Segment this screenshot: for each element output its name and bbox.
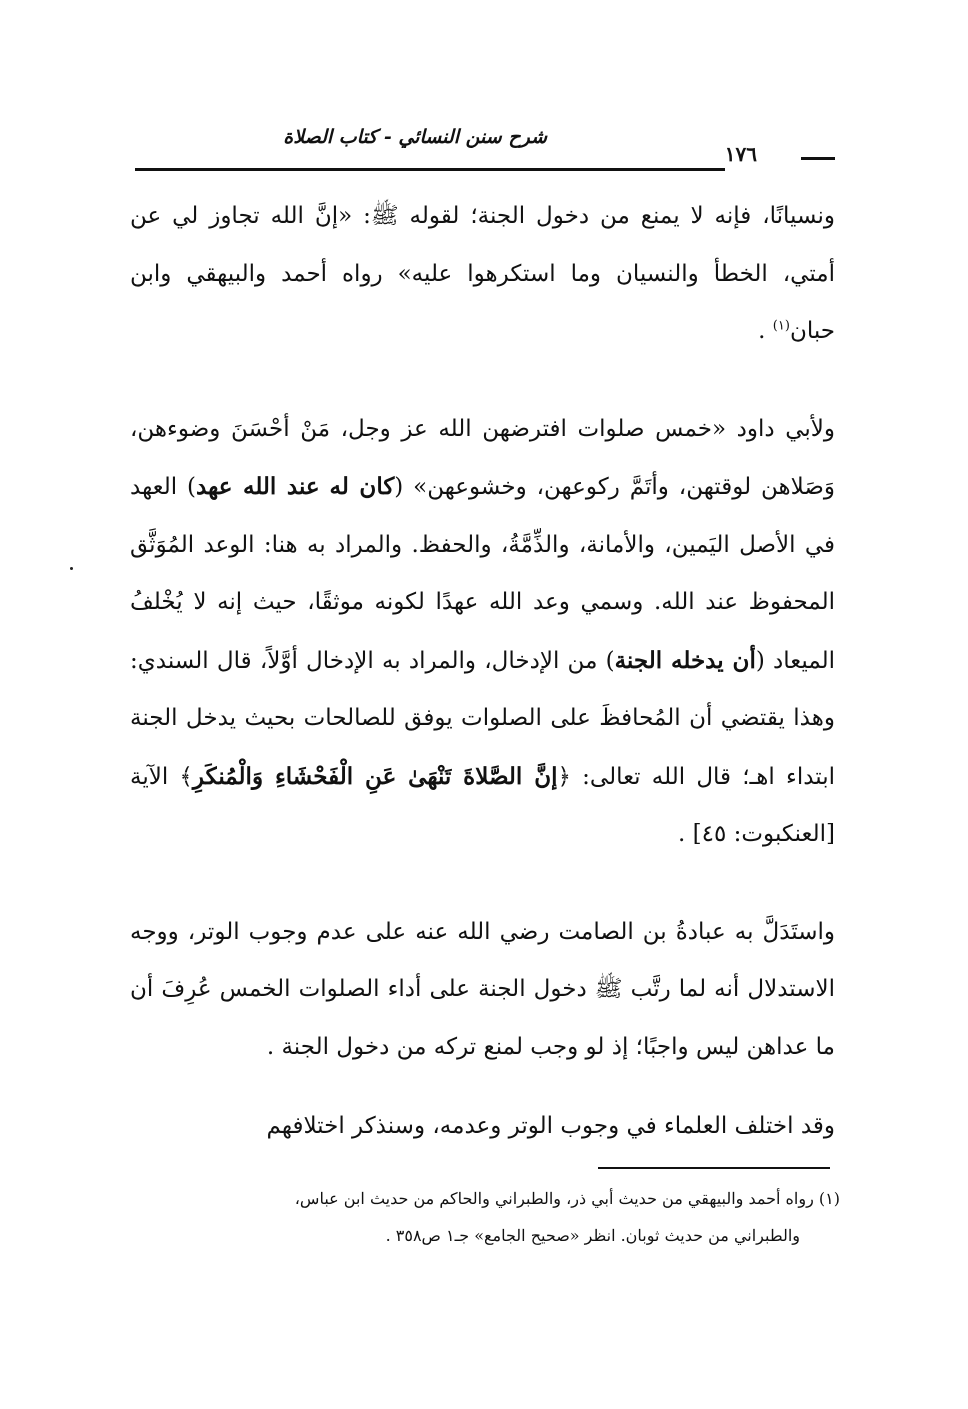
text-line: حبان — [789, 318, 835, 344]
text-line: والحفظ. والمراد به هنا: الوعد المُوَثَّق المحفوظ عند الله. وسمي وعد — [130, 531, 835, 615]
footnote-rule — [598, 1167, 830, 1169]
text-line: . — [758, 318, 773, 344]
text-line: ونسيانًا، فإنه لا يمنع من دخول الجنة؛ لقوله ﷺ: «إنَّ الله تجاوز لي عن — [130, 203, 835, 229]
text-line: وضوءهن، وَصَلاهن لوقتهن، وأتَمَّ ركوعهن، وخشوعهن» ( — [130, 415, 836, 500]
page-number: ١٧٦ — [724, 142, 757, 166]
text-line: ) — [605, 647, 615, 674]
scan-speck — [70, 567, 73, 570]
bold-phrase: أن يدخله الجنة — [614, 646, 756, 674]
text-line: أمتي، الخطأ والنسيان وما استكرهوا عليه» رواه أحمد والبيهقي وابن — [130, 260, 835, 287]
text-line: الوتر، ووجه الاستدلال أنه لما رتَّب ﷺ دخول الجنة على أداء الصلوات — [130, 918, 835, 1002]
text-line: [العنكبوت: ٤٥] . — [678, 821, 835, 847]
paragraph-1 — [130, 188, 835, 361]
text-line: ) العهد في الأصل اليَمين، والأمانة، والذِّمَّةُ، — [130, 474, 836, 558]
paragraph-3 — [130, 904, 835, 1077]
text-line: قال الله تعالى: ﴿ — [557, 763, 732, 790]
footnote-line: والطبراني من حديث ثوبان. انظر «صحيح الجامع» جـ١ ص٣٥٨ . — [385, 1226, 800, 1245]
header-rule — [135, 168, 725, 171]
text-line: دخول الجنة . — [266, 1033, 390, 1060]
main-text — [130, 188, 835, 1156]
footnotes — [150, 1180, 840, 1254]
header-dash — [801, 157, 835, 160]
running-title: شرح سنن النسائي - كتاب الصلاة — [283, 126, 547, 148]
text-line: من الإدخال، والمراد به الإدخال أوَّلاً، قال السندي: وهذا يقتضي أن — [130, 647, 835, 731]
text-line: ولأبي داود «خمس صلوات افترضهن الله عز وجل، مَنْ أحْسَنَ — [231, 415, 836, 442]
bold-phrase: كان له — [329, 473, 395, 500]
text-line: ﴾ الآية — [130, 763, 193, 790]
footnote-line: (١) رواه أحمد والبيهقي من حديث أبي ذر، والطبراني والحاكم من حديث ابن عباس، — [294, 1189, 840, 1208]
text-line: الله عهدًا لكونه موثقًا، حيث إنه لا يُخْلفُ الميعاد ( — [130, 589, 836, 674]
quran-verse: إنَّ الصَّلاةَ تَنْهَىٰ عَنِ الْفَحْشَاءِ وَالْمُنكَرِ — [192, 762, 558, 790]
footnote-ref: (١) — [772, 318, 790, 334]
paragraph-2 — [130, 401, 835, 864]
text-line: وقد اختلف العلماء في وجوب الوتر وعدمه، وسنذكر اختلافهم — [266, 1113, 835, 1139]
paragraph-4 — [130, 1098, 835, 1156]
text-line: واستَدَلَّ به عبادةُ بن الصامت رضي الله عنه على عدم وجوب — [248, 918, 836, 945]
text-line: الخمس عُرِفَ أن ما عداهن ليس واجبًا؛ إذ لو وجب لمنع تركه من — [130, 976, 835, 1060]
text-line: المُحافظَ على الصلوات يوفق للصالحات بحيث يدخل الجنة ابتداء اهـ؛ — [130, 705, 836, 790]
bold-phrase: عند الله عهد — [196, 473, 320, 500]
page-header — [135, 122, 835, 170]
